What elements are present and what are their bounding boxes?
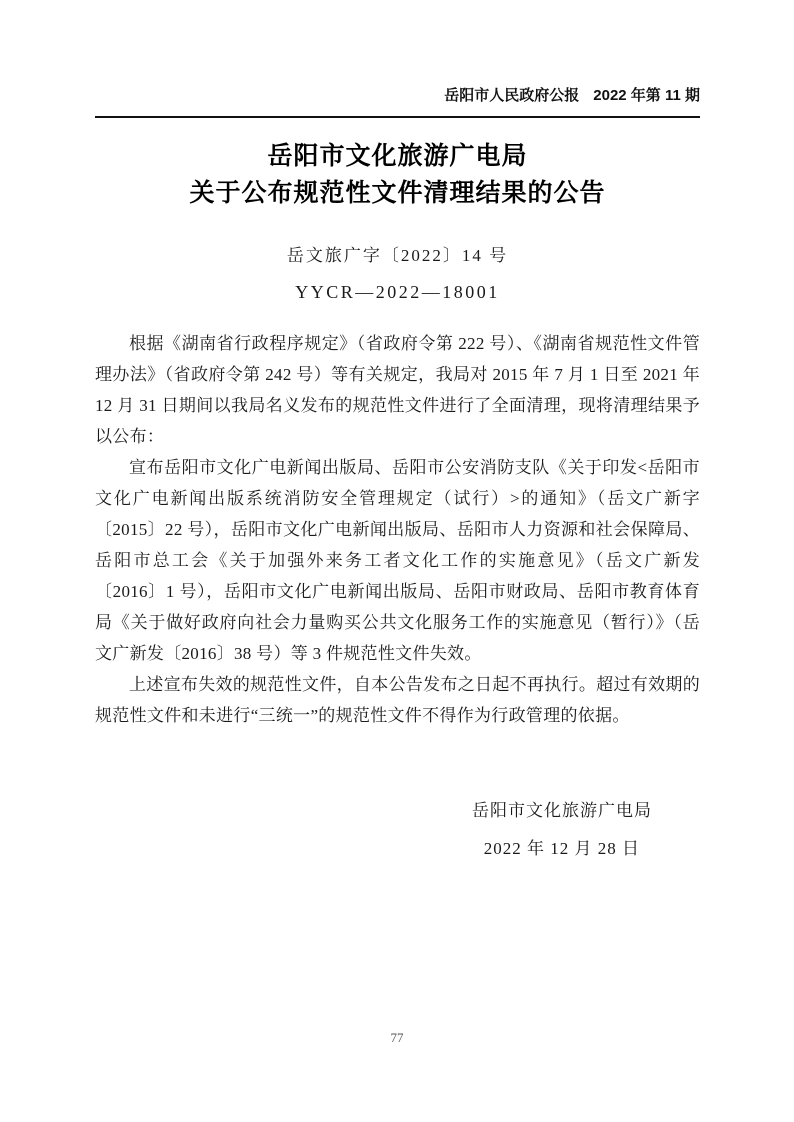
gazette-title: 岳阳市人民政府公报 [444, 87, 580, 104]
doc-title-line1: 岳阳市文化旅游广电局 [267, 143, 528, 170]
page-footer [0, 1030, 794, 1046]
doc-body [95, 328, 700, 731]
signature-org: 岳阳市文化旅游广电局 [472, 801, 652, 820]
signature-date: 2022 年 12 月 28 日 [483, 839, 640, 858]
gazette-issue: 2022 年第 11 期 [593, 87, 700, 104]
doc-title [95, 138, 700, 212]
registration-number: YYCR—2022—18001 [295, 282, 500, 302]
paragraph-basis: 根据《湖南省行政程序规定》（省政府令第 222 号）、《湖南省规范性文件管理办法》（省政府令第 242 号）等有关规定，我局对 2015 年 7 月 1 日至 2021 年 12 月 31 日期间以我局名义发布的规范性文件进行了全面清理，现将清理结果予以公布： [95, 334, 700, 446]
signature-block [95, 795, 700, 864]
gazette-header [95, 0, 700, 106]
header-divider [95, 116, 700, 118]
paragraph-effect: 上述宣布失效的规范性文件，自本公告发布之日起不再执行。超过有效期的规范性文件和未进行“三统一”的规范性文件不得作为行政管理的依据。 [95, 675, 700, 725]
page-number: 77 [390, 1030, 404, 1045]
paragraph-invalidated-files: 宣布岳阳市文化广电新闻出版局、岳阳市公安消防支队《关于印发<岳阳市文化广电新闻出版系统消防安全管理规定（试行）>的通知》（岳文广新字〔2015〕22 号），岳阳市文化广电新闻出版局、岳阳市人力资源和社会保障局、岳阳市总工会《关于加强外来务工者文化工作的实施意见》（岳文广新发〔2016〕1 号），岳阳市文化广电新闻出版局、岳阳市财政局、岳阳市教育体育局《关于做好政府向社会力量购买公共文化服务工作的实施意见（暂行）》（岳文广新发〔2016〕38 号）等 3 件规范性文件失效。 [95, 458, 700, 663]
doc-number: 岳文旅广字〔2022〕14 号 [286, 246, 509, 265]
doc-title-line2: 关于公布规范性文件清理结果的公告 [189, 180, 606, 207]
